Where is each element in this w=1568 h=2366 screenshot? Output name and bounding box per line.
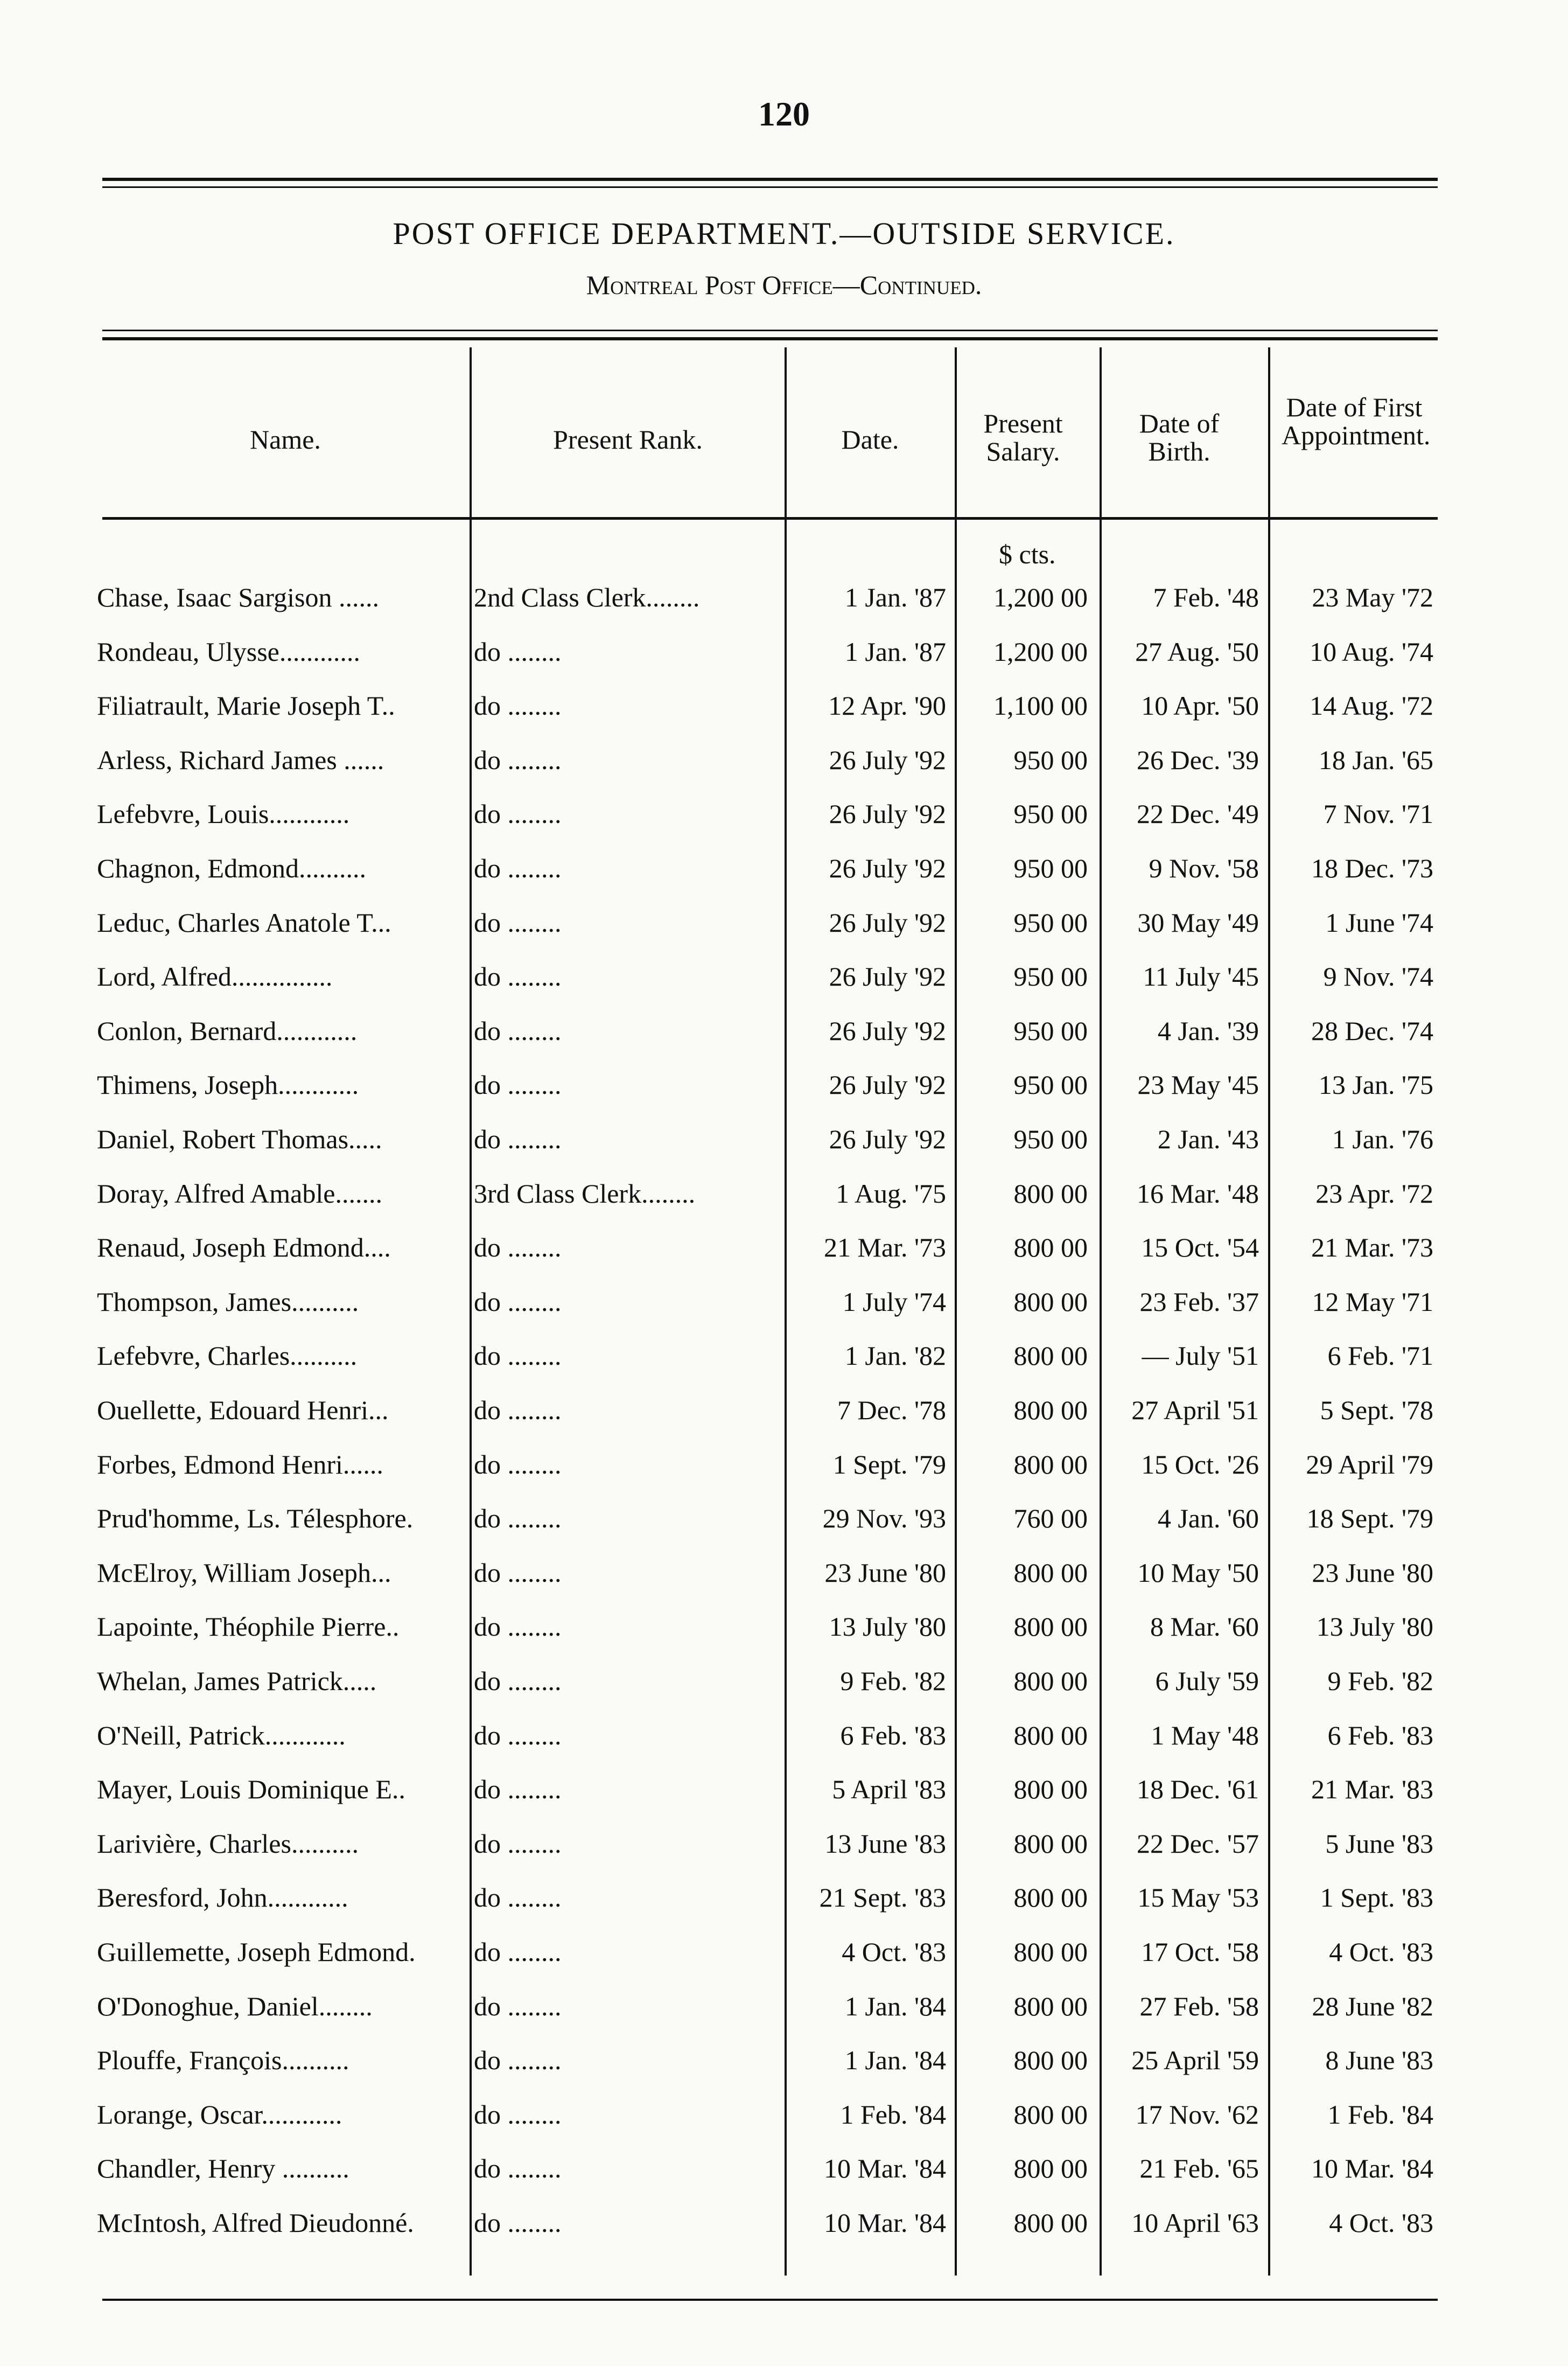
table-row — [0, 950, 1568, 1004]
table-row — [0, 1655, 1568, 1708]
cell-salary: 800 00 — [1013, 1232, 1088, 1263]
cell-salary: 800 00 — [1013, 1286, 1088, 1317]
cell-salary: 800 00 — [1013, 1828, 1088, 1859]
cell-rank: do ........ — [474, 1232, 562, 1263]
cell-name: Prud'homme, Ls. Télesphore. — [97, 1503, 414, 1534]
cell-date: 26 July '92 — [829, 853, 946, 883]
cell-first: 1 Jan. '76 — [1332, 1124, 1433, 1154]
cell-name: O'Donoghue, Daniel........ — [97, 1991, 373, 2021]
cell-salary: 800 00 — [1013, 1991, 1088, 2021]
cell-name: Rondeau, Ulysse............ — [97, 636, 360, 667]
cell-salary: 950 00 — [1013, 1124, 1088, 1154]
table-row — [0, 1492, 1568, 1546]
cell-name: Forbes, Edmond Henri...... — [97, 1449, 383, 1479]
cell-birth: 11 July '45 — [1143, 961, 1259, 992]
cell-name: Plouffe, François.......... — [97, 2045, 349, 2076]
cell-first: 12 May '71 — [1312, 1286, 1433, 1317]
table-row — [0, 1438, 1568, 1492]
cell-birth: 6 July '59 — [1155, 1666, 1259, 1696]
cell-date: 5 April '83 — [832, 1774, 946, 1805]
cell-name: Conlon, Bernard............ — [97, 1015, 358, 1046]
cell-rank: do ........ — [474, 2153, 562, 2184]
cell-salary: 1,200 00 — [993, 582, 1088, 612]
table-top-rule-thin — [102, 330, 1438, 331]
cell-first: 29 April '79 — [1306, 1449, 1433, 1479]
cell-salary: 950 00 — [1013, 1015, 1088, 1046]
cell-first: 8 June '83 — [1325, 2045, 1433, 2076]
cell-date: 26 July '92 — [829, 907, 946, 938]
cell-date: 1 Jan. '87 — [844, 582, 946, 612]
cell-birth: 27 April '51 — [1131, 1395, 1259, 1425]
cell-date: 1 Sept. '79 — [832, 1449, 946, 1479]
cell-birth: 15 Oct. '54 — [1141, 1232, 1259, 1263]
cell-date: 10 Mar. '84 — [823, 2153, 946, 2184]
cell-first: 1 Sept. '83 — [1320, 1882, 1433, 1913]
cell-salary: 800 00 — [1013, 2099, 1088, 2130]
table-row — [0, 1817, 1568, 1871]
cell-first: 18 Dec. '73 — [1311, 853, 1433, 883]
cell-date: 23 June '80 — [824, 1557, 946, 1588]
cell-date: 21 Sept. '83 — [819, 1882, 946, 1913]
cell-salary: 800 00 — [1013, 1395, 1088, 1425]
cell-salary: 800 00 — [1013, 1882, 1088, 1913]
cell-salary: 800 00 — [1013, 2153, 1088, 2184]
cell-name: Chandler, Henry .......... — [97, 2153, 349, 2184]
cell-rank: do ........ — [474, 2099, 562, 2130]
cell-name: Lefebvre, Louis............ — [97, 799, 350, 829]
cell-rank: do ........ — [474, 1611, 562, 1642]
cell-first: 6 Feb. '71 — [1327, 1341, 1433, 1371]
table-row — [0, 1221, 1568, 1275]
cell-birth: 4 Jan. '60 — [1157, 1503, 1259, 1534]
cell-date: 1 Feb. '84 — [840, 2099, 946, 2130]
cell-rank: do ........ — [474, 1395, 562, 1425]
cell-rank: do ........ — [474, 799, 562, 829]
cell-salary: 950 00 — [1013, 961, 1088, 992]
cell-rank: do ........ — [474, 961, 562, 992]
cell-birth: — July '51 — [1142, 1341, 1259, 1371]
cell-rank: do ........ — [474, 1286, 562, 1317]
cell-name: Arless, Richard James ...... — [97, 744, 384, 775]
cell-salary: 950 00 — [1013, 1070, 1088, 1100]
cell-name: Beresford, John............ — [97, 1882, 348, 1913]
cell-rank: do ........ — [474, 1124, 562, 1154]
cell-birth: 10 April '63 — [1131, 2208, 1259, 2238]
cell-name: Larivière, Charles.......... — [97, 1828, 359, 1859]
cell-rank: do ........ — [474, 2208, 562, 2238]
cell-date: 7 Dec. '78 — [837, 1395, 946, 1425]
cell-rank: do ........ — [474, 2045, 562, 2076]
cell-first: 23 June '80 — [1312, 1557, 1433, 1588]
table-row — [0, 2142, 1568, 2196]
cell-date: 10 Mar. '84 — [823, 2208, 946, 2238]
table-row — [0, 1925, 1568, 1979]
cell-rank: do ........ — [474, 1828, 562, 1859]
cell-first: 14 Aug. '72 — [1310, 690, 1433, 721]
cell-name: Daniel, Robert Thomas..... — [97, 1124, 382, 1154]
cell-first: 1 June '74 — [1325, 907, 1433, 938]
table-row — [0, 1546, 1568, 1600]
cell-birth: 27 Aug. '50 — [1135, 636, 1259, 667]
cell-birth: 23 Feb. '37 — [1139, 1286, 1259, 1317]
cell-rank: do ........ — [474, 907, 562, 938]
cell-name: Doray, Alfred Amable....... — [97, 1178, 382, 1209]
cell-first: 4 Oct. '83 — [1329, 2208, 1433, 2238]
table-row — [0, 1384, 1568, 1437]
cell-date: 4 Oct. '83 — [842, 1937, 946, 1967]
cell-date: 1 Jan. '87 — [844, 636, 946, 667]
cell-name: Whelan, James Patrick..... — [97, 1666, 377, 1696]
cell-rank: do ........ — [474, 1937, 562, 1967]
table-row — [0, 1167, 1568, 1221]
table-row — [0, 1871, 1568, 1925]
cell-name: Lefebvre, Charles.......... — [97, 1341, 358, 1371]
cell-date: 26 July '92 — [829, 744, 946, 775]
table-row — [0, 787, 1568, 841]
cell-name: Guillemette, Joseph Edmond. — [97, 1937, 416, 1967]
cell-salary: 800 00 — [1013, 1611, 1088, 1642]
cell-first: 13 July '80 — [1316, 1611, 1433, 1642]
cell-first: 7 Nov. '71 — [1323, 799, 1433, 829]
cell-first: 9 Feb. '82 — [1327, 1666, 1433, 1696]
cell-rank: do ........ — [474, 1449, 562, 1479]
cell-first: 23 May '72 — [1312, 582, 1433, 612]
page-number: 120 — [758, 95, 810, 133]
cell-birth: 17 Oct. '58 — [1141, 1937, 1259, 1967]
cell-first: 1 Feb. '84 — [1327, 2099, 1433, 2130]
cell-name: Ouellette, Edouard Henri... — [97, 1395, 389, 1425]
cell-rank: do ........ — [474, 1882, 562, 1913]
top-rule-thick — [102, 178, 1438, 181]
cell-salary: 800 00 — [1013, 1341, 1088, 1371]
table-row — [0, 1600, 1568, 1654]
cell-birth: 16 Mar. '48 — [1136, 1178, 1259, 1209]
cell-birth: 2 Jan. '43 — [1157, 1124, 1259, 1154]
table-row — [0, 679, 1568, 733]
cell-salary: 800 00 — [1013, 1720, 1088, 1750]
cell-first: 23 Apr. '72 — [1315, 1178, 1433, 1209]
cell-rank: do ........ — [474, 1720, 562, 1750]
cell-date: 6 Feb. '83 — [840, 1720, 946, 1750]
table-row — [0, 2088, 1568, 2142]
cell-salary: 760 00 — [1013, 1503, 1088, 1534]
cell-first: 5 Sept. '78 — [1320, 1395, 1433, 1425]
cell-first: 18 Jan. '65 — [1318, 744, 1433, 775]
cell-first: 6 Feb. '83 — [1327, 1720, 1433, 1750]
cell-salary: 950 00 — [1013, 744, 1088, 775]
cell-name: Chagnon, Edmond.......... — [97, 853, 366, 883]
table-row — [0, 2196, 1568, 2250]
cell-rank: do ........ — [474, 690, 562, 721]
cell-date: 26 July '92 — [829, 1124, 946, 1154]
cell-salary: 1,200 00 — [993, 636, 1088, 667]
cell-date: 29 Nov. '93 — [822, 1503, 946, 1534]
cell-birth: 25 April '59 — [1131, 2045, 1259, 2076]
cell-name: Thimens, Joseph............ — [97, 1070, 359, 1100]
header-name: Name. — [250, 424, 321, 455]
cell-date: 26 July '92 — [829, 1070, 946, 1100]
cell-rank: do ........ — [474, 1070, 562, 1100]
page-title: POST OFFICE DEPARTMENT.—OUTSIDE SERVICE. — [393, 216, 1175, 251]
cell-birth: 18 Dec. '61 — [1136, 1774, 1259, 1805]
cell-rank: 3rd Class Clerk........ — [474, 1178, 696, 1209]
cell-name: Leduc, Charles Anatole T... — [97, 907, 391, 938]
cell-birth: 30 May '49 — [1137, 907, 1259, 938]
cell-date: 21 Mar. '73 — [823, 1232, 946, 1263]
cell-date: 26 July '92 — [829, 961, 946, 992]
cell-date: 1 July '74 — [842, 1286, 946, 1317]
table-row — [0, 1058, 1568, 1112]
cell-date: 13 July '80 — [829, 1611, 946, 1642]
cell-name: Thompson, James.......... — [97, 1286, 359, 1317]
table-row — [0, 842, 1568, 896]
cell-name: Lorange, Oscar............ — [97, 2099, 342, 2130]
table-row — [0, 1113, 1568, 1167]
cell-rank: do ........ — [474, 1557, 562, 1588]
cell-first: 13 Jan. '75 — [1318, 1070, 1433, 1100]
cell-birth: 15 May '53 — [1137, 1882, 1259, 1913]
header-first-appointment: Date of First Appointment. — [1282, 392, 1431, 450]
cell-date: 1 Jan. '82 — [844, 1341, 946, 1371]
page-subtitle: Montreal Post Office—Continued. — [586, 270, 982, 300]
cell-name: Lapointe, Théophile Pierre.. — [97, 1611, 400, 1642]
cell-birth: 10 Apr. '50 — [1141, 690, 1259, 721]
table-row — [0, 625, 1568, 679]
cell-rank: do ........ — [474, 1341, 562, 1371]
table-row — [0, 1275, 1568, 1329]
cell-date: 1 Aug. '75 — [836, 1178, 946, 1209]
header-salary: Present Salary. — [983, 408, 1063, 466]
cell-birth: 9 Nov. '58 — [1149, 853, 1259, 883]
cell-rank: do ........ — [474, 1015, 562, 1046]
cell-rank: do ........ — [474, 744, 562, 775]
cell-salary: 800 00 — [1013, 1178, 1088, 1209]
cell-name: Renaud, Joseph Edmond.... — [97, 1232, 391, 1263]
cell-salary: 800 00 — [1013, 1449, 1088, 1479]
cell-first: 5 June '83 — [1325, 1828, 1433, 1859]
cell-first: 21 Mar. '73 — [1311, 1232, 1433, 1263]
cell-name: McIntosh, Alfred Dieudonné. — [97, 2208, 414, 2238]
salary-units: $ cts. — [999, 539, 1056, 569]
cell-first: 28 Dec. '74 — [1311, 1015, 1433, 1046]
table-top-rule-thick — [102, 337, 1438, 340]
header-birth: Date of Birth. — [1139, 408, 1220, 466]
table-row — [0, 896, 1568, 950]
cell-date: 9 Feb. '82 — [840, 1666, 946, 1696]
cell-date: 1 Jan. '84 — [844, 2045, 946, 2076]
cell-birth: 27 Feb. '58 — [1139, 1991, 1259, 2021]
table-row — [0, 1763, 1568, 1817]
top-rule-thin — [102, 186, 1438, 188]
cell-rank: do ........ — [474, 1666, 562, 1696]
cell-birth: 1 May '48 — [1151, 1720, 1259, 1750]
table-row — [0, 571, 1568, 625]
table-row — [0, 734, 1568, 787]
cell-name: O'Neill, Patrick............ — [97, 1720, 346, 1750]
cell-rank: 2nd Class Clerk........ — [474, 582, 700, 612]
table-row — [0, 2034, 1568, 2088]
cell-rank: do ........ — [474, 1774, 562, 1805]
cell-first: 21 Mar. '83 — [1311, 1774, 1433, 1805]
cell-salary: 800 00 — [1013, 2045, 1088, 2076]
table-row — [0, 1329, 1568, 1383]
cell-birth: 22 Dec. '57 — [1136, 1828, 1259, 1859]
cell-salary: 800 00 — [1013, 1774, 1088, 1805]
cell-birth: 10 May '50 — [1137, 1557, 1259, 1588]
cell-salary: 950 00 — [1013, 853, 1088, 883]
cell-birth: 17 Nov. '62 — [1135, 2099, 1259, 2130]
cell-salary: 950 00 — [1013, 907, 1088, 938]
header-rule — [102, 517, 1438, 520]
cell-birth: 21 Feb. '65 — [1139, 2153, 1259, 2184]
table-row — [0, 1004, 1568, 1058]
cell-name: Filiatrault, Marie Joseph T.. — [97, 690, 395, 721]
table-row — [0, 1709, 1568, 1763]
cell-birth: 8 Mar. '60 — [1150, 1611, 1259, 1642]
header-date: Date. — [841, 424, 899, 455]
cell-birth: 26 Dec. '39 — [1136, 744, 1259, 775]
cell-name: Chase, Isaac Sargison ...... — [97, 582, 379, 612]
cell-first: 10 Aug. '74 — [1310, 636, 1433, 667]
cell-salary: 800 00 — [1013, 1557, 1088, 1588]
cell-first: 10 Mar. '84 — [1311, 2153, 1433, 2184]
cell-birth: 22 Dec. '49 — [1136, 799, 1259, 829]
cell-salary: 800 00 — [1013, 2208, 1088, 2238]
table-row — [0, 1980, 1568, 2034]
bottom-rule — [102, 2299, 1438, 2301]
cell-birth: 23 May '45 — [1137, 1070, 1259, 1100]
cell-first: 18 Sept. '79 — [1306, 1503, 1433, 1534]
cell-salary: 800 00 — [1013, 1666, 1088, 1696]
cell-salary: 950 00 — [1013, 799, 1088, 829]
cell-salary: 1,100 00 — [993, 690, 1088, 721]
cell-date: 26 July '92 — [829, 799, 946, 829]
cell-rank: do ........ — [474, 636, 562, 667]
cell-salary: 800 00 — [1013, 1937, 1088, 1967]
cell-birth: 4 Jan. '39 — [1157, 1015, 1259, 1046]
header-rank: Present Rank. — [553, 424, 703, 455]
cell-date: 26 July '92 — [829, 1015, 946, 1046]
cell-first: 9 Nov. '74 — [1323, 961, 1433, 992]
cell-rank: do ........ — [474, 1503, 562, 1534]
cell-rank: do ........ — [474, 853, 562, 883]
cell-date: 1 Jan. '84 — [844, 1991, 946, 2021]
cell-name: McElroy, William Joseph... — [97, 1557, 391, 1588]
cell-name: Lord, Alfred............... — [97, 961, 333, 992]
cell-name: Mayer, Louis Dominique E.. — [97, 1774, 405, 1805]
cell-first: 28 June '82 — [1312, 1991, 1433, 2021]
cell-rank: do ........ — [474, 1991, 562, 2021]
cell-birth: 7 Feb. '48 — [1153, 582, 1259, 612]
cell-birth: 15 Oct. '26 — [1141, 1449, 1259, 1479]
cell-first: 4 Oct. '83 — [1329, 1937, 1433, 1967]
cell-date: 12 Apr. '90 — [828, 690, 946, 721]
cell-date: 13 June '83 — [824, 1828, 946, 1859]
